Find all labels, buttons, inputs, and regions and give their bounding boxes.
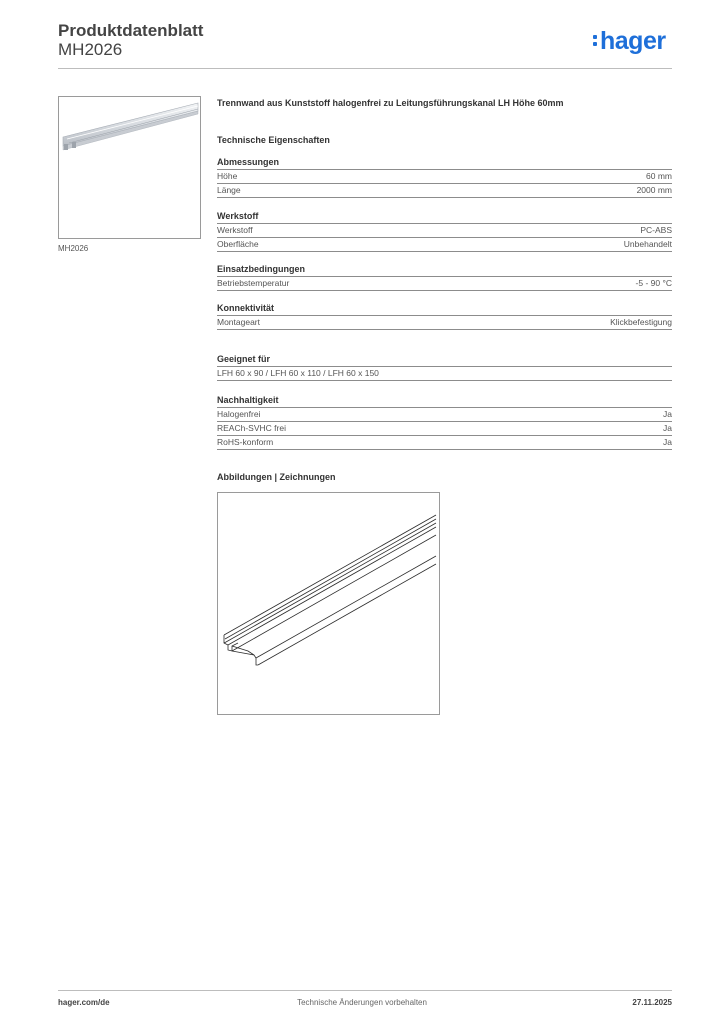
group-connectivity xyxy=(217,302,672,330)
logo-text: hager xyxy=(600,27,666,55)
property-row xyxy=(217,367,672,381)
group-title: Werkstoff xyxy=(217,210,672,224)
property-value: Klickbefestigung xyxy=(610,317,672,327)
product-thumbnail xyxy=(58,96,201,239)
group-operating-conditions xyxy=(217,263,672,291)
footer-notice: Technische Änderungen vorbehalten xyxy=(297,998,427,1007)
article-number: MH2026 xyxy=(58,40,123,59)
group-title: Nachhaltigkeit xyxy=(217,394,672,408)
property-row xyxy=(217,408,672,422)
group-title: Geeignet für xyxy=(217,353,672,367)
profile-line-drawing xyxy=(218,493,439,714)
group-title: Einsatzbedingungen xyxy=(217,263,672,277)
property-label: Oberfläche xyxy=(217,239,259,249)
property-label: Montageart xyxy=(217,317,260,327)
property-value: Ja xyxy=(663,437,672,447)
group-material xyxy=(217,210,672,252)
property-value: 60 mm xyxy=(646,171,672,181)
technical-properties-title: Technische Eigenschaften xyxy=(217,135,330,145)
property-value: Unbehandelt xyxy=(623,239,672,249)
property-label: Halogenfrei xyxy=(217,409,261,419)
drawings-title: Abbildungen | Zeichnungen xyxy=(217,472,336,482)
profile-rail-image xyxy=(59,97,200,238)
property-label: Länge xyxy=(217,185,241,195)
group-suitable-for xyxy=(217,353,672,381)
property-value: 2000 mm xyxy=(636,185,672,195)
property-row xyxy=(217,170,672,184)
document-title: Produktdatenblatt xyxy=(58,21,204,40)
header-divider xyxy=(58,68,672,69)
hager-logo xyxy=(593,29,666,54)
technical-drawing xyxy=(217,492,440,715)
property-label: RoHS-konform xyxy=(217,437,274,447)
property-row xyxy=(217,184,672,198)
property-value: -5 - 90 °C xyxy=(635,278,672,288)
property-value: Ja xyxy=(663,409,672,419)
footer-divider xyxy=(58,990,672,991)
property-row xyxy=(217,316,672,330)
group-dimensions xyxy=(217,156,672,198)
property-label: Werkstoff xyxy=(217,225,253,235)
property-label: Betriebstemperatur xyxy=(217,278,290,288)
property-row xyxy=(217,238,672,252)
property-value: Ja xyxy=(663,423,672,433)
property-row xyxy=(217,277,672,291)
product-details xyxy=(217,96,672,447)
property-label: Höhe xyxy=(217,171,238,181)
property-row xyxy=(217,422,672,436)
group-title: Abmessungen xyxy=(217,156,672,170)
property-value: PC-ABS xyxy=(640,225,672,235)
property-row xyxy=(217,436,672,450)
property-row xyxy=(217,224,672,238)
footer-date: 27.11.2025 xyxy=(632,998,672,1007)
logo-dots-icon xyxy=(593,33,598,48)
group-title: Konnektivität xyxy=(217,302,672,316)
property-label: REACh-SVHC frei xyxy=(217,423,286,433)
property-label: LFH 60 x 90 / LFH 60 x 110 / LFH 60 x 150 xyxy=(217,368,379,378)
footer-website: hager.com/de xyxy=(58,998,110,1007)
product-description: Trennwand aus Kunststoff halogenfrei zu Leitungsführungskanal LH Höhe 60mm xyxy=(217,98,564,108)
group-sustainability xyxy=(217,394,672,450)
thumbnail-caption: MH2026 xyxy=(58,244,89,253)
